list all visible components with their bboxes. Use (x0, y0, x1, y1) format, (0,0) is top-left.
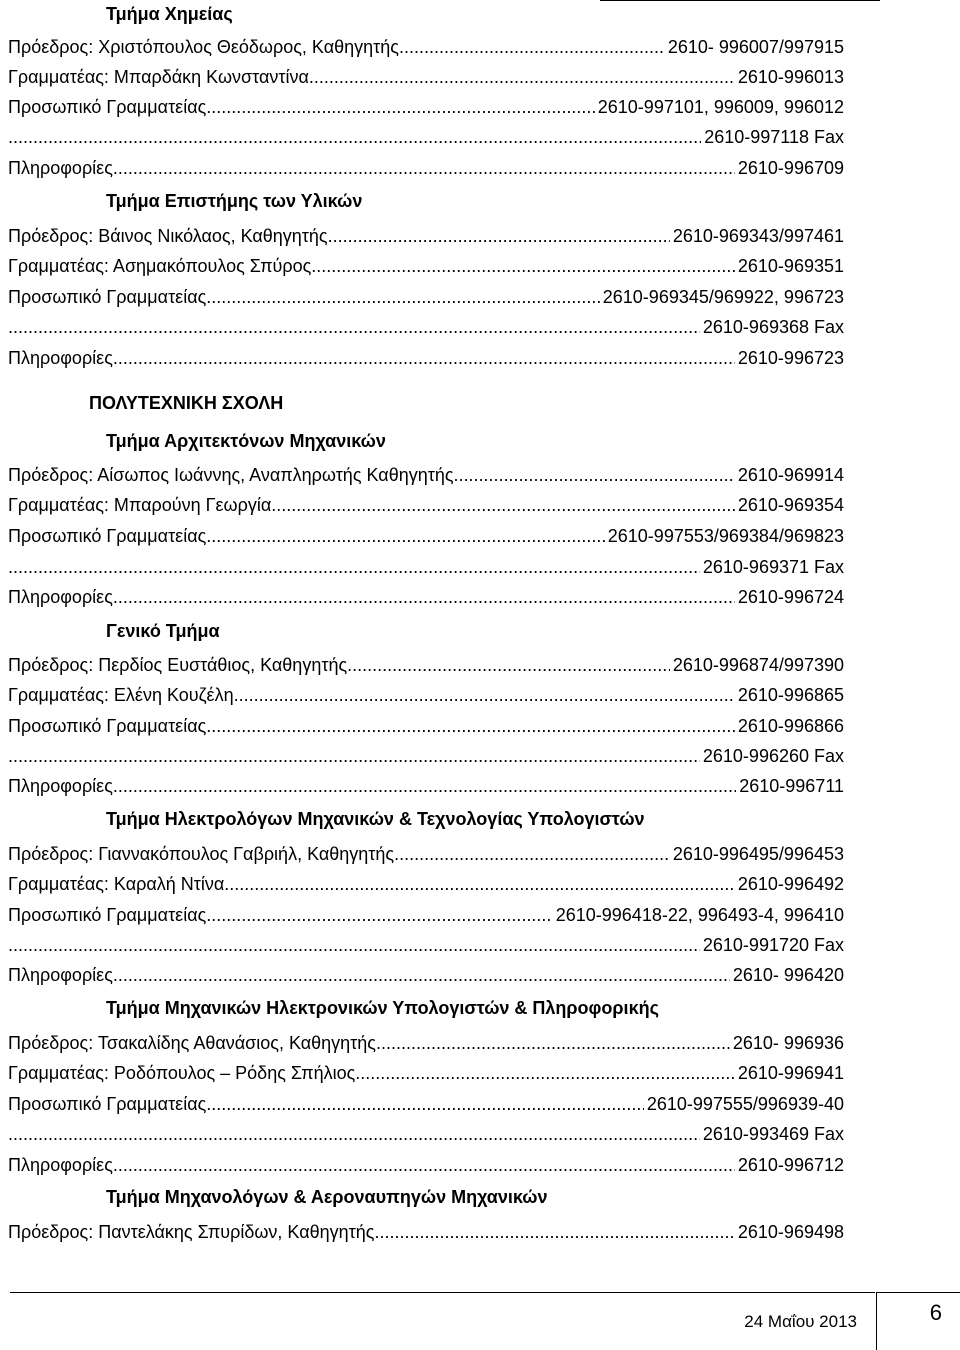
contact-phone: 2610-996941 (737, 1063, 844, 1083)
department-heading: Τμήμα Μηχανικών Ηλεκτρονικών Υπολογιστών & Πληροφορικής (106, 998, 659, 1018)
contact-label: Πρόεδρος: Βάινος Νικόλαος, Καθηγητής (8, 226, 328, 246)
contact-row (8, 1119, 844, 1145)
contact-row (8, 1217, 844, 1243)
contact-phone: 2610-996495/996453 (672, 844, 844, 864)
contact-row (8, 1150, 844, 1176)
contact-phone: 2610-996866 (737, 716, 844, 736)
contact-row (8, 552, 844, 578)
dot-leader (374, 1221, 734, 1243)
contact-phone: 2610-996711 (739, 776, 844, 796)
footer-date: 24 Μαΐου 2013 (744, 1312, 857, 1331)
contact-phone: 2610-969351 (737, 256, 844, 276)
dot-leader (8, 934, 700, 956)
contact-label: Γραμματέας: Καραλή Ντίνα (8, 874, 225, 894)
dot-leader (113, 1154, 735, 1176)
contact-phone: 2610-996418-22, 996493-4, 996410 (555, 905, 844, 925)
contact-row (8, 741, 844, 767)
dot-leader (113, 775, 736, 797)
dot-leader (309, 66, 735, 88)
contact-label: Πληροφορίες (8, 776, 113, 796)
dot-leader (113, 964, 730, 986)
dot-leader (113, 157, 735, 179)
dot-leader (394, 843, 670, 865)
dot-leader (206, 286, 599, 308)
contact-phone: 2610- 996007/997915 (667, 37, 844, 57)
dot-leader (399, 36, 665, 58)
dot-leader (113, 586, 735, 608)
dot-leader (234, 684, 735, 706)
contact-label: Πρόεδρος: Χριστόπουλος Θεόδωρος, Καθηγητής (8, 37, 399, 57)
contact-row (8, 62, 844, 88)
contact-label: Πληροφορίες (8, 1155, 113, 1175)
department-heading: Τμήμα Ηλεκτρολόγων Μηχανικών & Τεχνολογίας Υπολογιστών (106, 809, 645, 829)
contact-row (8, 32, 844, 58)
contact-phone: 2610-969354 (737, 495, 844, 515)
contact-phone: 2610-991720 Fax (702, 935, 844, 955)
contact-label: Προσωπικό Γραμματείας (8, 526, 207, 546)
contact-row (8, 869, 844, 895)
contact-phone: 2610-997553/969384/969823 (607, 526, 844, 546)
contact-row (8, 153, 844, 179)
contact-label: Πρόεδρος: Γιαννακόπουλος Γαβριήλ, Καθηγητής (8, 844, 395, 864)
footer-rule (10, 1292, 875, 1293)
contact-row (8, 582, 844, 608)
contact-row (8, 680, 844, 706)
dot-leader (355, 1062, 735, 1084)
contact-row (8, 122, 844, 148)
contact-label: Πληροφορίες (8, 158, 113, 178)
dot-leader (454, 464, 735, 486)
contact-label: Προσωπικό Γραμματείας (8, 1094, 207, 1114)
contact-label: Γραμματέας: Ελένη Κουζέλη (8, 685, 234, 705)
contact-row (8, 960, 844, 986)
contact-phone: 2610-996712 (737, 1155, 844, 1175)
contact-label: Γραμματέας: Μπαρούνη Γεωργία (8, 495, 272, 515)
dot-leader (206, 1093, 644, 1115)
dot-leader (8, 126, 701, 148)
contact-phone: 2610-969498 (737, 1222, 844, 1242)
contact-phone: 2610-969368 Fax (702, 317, 844, 337)
contact-label: Πληροφορίες (8, 587, 113, 607)
contact-row (8, 312, 844, 338)
department-heading: Γενικό Τμήμα (106, 621, 220, 641)
dot-leader (347, 654, 670, 676)
dot-leader (206, 525, 604, 547)
contact-row (8, 490, 844, 516)
contact-phone: 2610-996874/997390 (672, 655, 844, 675)
dot-leader (8, 316, 700, 338)
contact-phone: 2610-997101, 996009, 996012 (597, 97, 844, 117)
contact-label: Γραμματέας: Ροδόπουλος – Ρόδης Σπήλιος (8, 1063, 356, 1083)
contact-row (8, 282, 844, 308)
contact-row (8, 711, 844, 737)
contact-row (8, 221, 844, 247)
contact-phone: 2610-996013 (737, 67, 844, 87)
dot-leader (271, 494, 735, 516)
contact-row (8, 771, 844, 797)
contact-phone: 2610-969343/997461 (672, 226, 844, 246)
contact-row (8, 92, 844, 118)
contact-row (8, 900, 844, 926)
contact-row (8, 460, 844, 486)
page-number: 6 (929, 1300, 942, 1325)
contact-row (8, 650, 844, 676)
dot-leader (328, 225, 670, 247)
contact-label: Πληροφορίες (8, 348, 113, 368)
contact-phone: 2610- 996420 (732, 965, 844, 985)
contact-row (8, 1089, 844, 1115)
dot-leader (8, 1123, 700, 1145)
contact-phone: 2610-996723 (737, 348, 844, 368)
contact-phone: 2610-996865 (737, 685, 844, 705)
contact-label: Γραμματέας: Ασημακόπουλος Σπύρος (8, 256, 312, 276)
contact-row (8, 1058, 844, 1084)
dot-leader (8, 556, 700, 578)
dot-leader (8, 745, 700, 767)
dot-leader (206, 96, 594, 118)
top-rule (600, 0, 880, 1)
contact-phone: 2610-996492 (737, 874, 844, 894)
department-heading: Τμήμα Χημείας (106, 4, 233, 24)
contact-phone: 2610-996260 Fax (702, 746, 844, 766)
dot-leader (206, 904, 552, 926)
dot-leader (113, 347, 735, 369)
department-heading: Τμήμα Επιστήμης των Υλικών (106, 191, 363, 211)
contact-row (8, 251, 844, 277)
contact-phone: 2610-996709 (737, 158, 844, 178)
contact-label: Προσωπικό Γραμματείας (8, 287, 207, 307)
dot-leader (311, 255, 735, 277)
contact-label: Προσωπικό Γραμματείας (8, 905, 207, 925)
contact-phone: 2610-997555/996939-40 (646, 1094, 844, 1114)
contact-row (8, 930, 844, 956)
contact-label: Πρόεδρος: Περδίος Ευστάθιος, Καθηγητής (8, 655, 348, 675)
contact-row (8, 343, 844, 369)
dot-leader (376, 1032, 730, 1054)
contact-phone: 2610-969914 (737, 465, 844, 485)
contact-row (8, 521, 844, 547)
contact-row (8, 1028, 844, 1054)
contact-label: Προσωπικό Γραμματείας (8, 716, 207, 736)
contact-row (8, 839, 844, 865)
dot-leader (224, 873, 735, 895)
dot-leader (206, 715, 735, 737)
contact-label: Γραμματέας: Μπαρδάκη Κωνσταντίνα (8, 67, 309, 87)
department-heading: Τμήμα Μηχανολόγων & Αεροναυπηγών Μηχανικών (106, 1187, 548, 1207)
page-number-box (876, 1292, 960, 1350)
contact-label: Πρόεδρος: Παντελάκης Σπυρίδων, Καθηγητής (8, 1222, 375, 1242)
contact-phone: 2610-993469 Fax (702, 1124, 844, 1144)
contact-label: Πρόεδρος: Αίσωπος Ιωάννης, Αναπληρωτής Καθηγητής (8, 465, 454, 485)
contact-phone: 2610-996724 (737, 587, 844, 607)
school-heading: ΠΟΛΥΤΕΧΝΙΚΗ ΣΧΟΛΗ (89, 393, 284, 413)
contact-label: Πρόεδρος: Τσακαλίδης Αθανάσιος, Καθηγητής (8, 1033, 376, 1053)
contact-phone: 2610-997118 Fax (704, 127, 844, 147)
contact-label: Πληροφορίες (8, 965, 113, 985)
contact-label: Προσωπικό Γραμματείας (8, 97, 207, 117)
contact-phone: 2610- 996936 (732, 1033, 844, 1053)
department-heading: Τμήμα Αρχιτεκτόνων Μηχανικών (106, 431, 386, 451)
contact-phone: 2610-969371 Fax (702, 557, 844, 577)
contact-phone: 2610-969345/969922, 996723 (602, 287, 844, 307)
